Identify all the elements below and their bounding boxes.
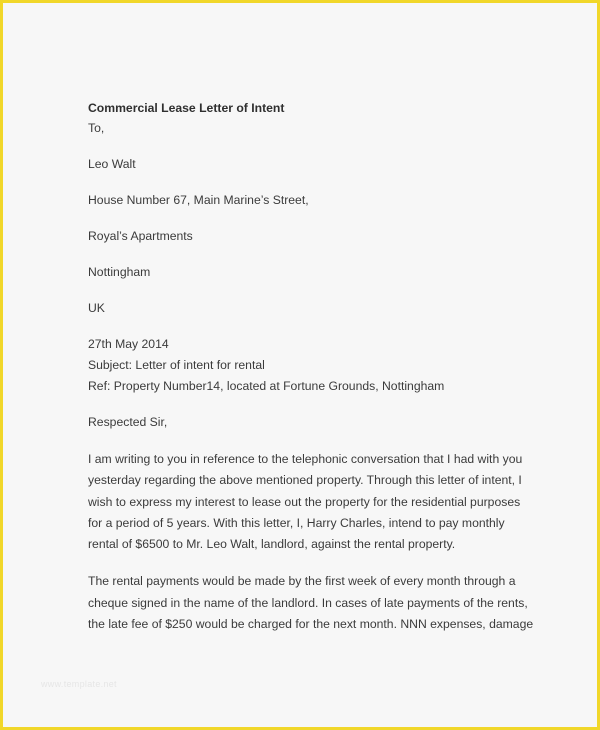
recipient-city: Nottingham: [88, 265, 151, 279]
paragraph-line: the late fee of $250 would be charged for the next month. NNN expenses, damage: [88, 617, 534, 632]
letter-body: [88, 98, 534, 635]
body-paragraph-1: [88, 449, 528, 555]
recipient-address-line1: House Number 67, Main Marine’s Street,: [88, 193, 309, 207]
letter-greeting: Respected Sir,: [88, 415, 168, 429]
paragraph-line: I am writing to you in reference to the telephonic conversation that I had with you: [88, 452, 523, 466]
letter-reference: Ref: Property Number14, located at Fortune Grounds, Nottingham: [88, 379, 445, 393]
letter-title: Commercial Lease Letter of Intent: [88, 101, 285, 115]
salutation-to: To,: [88, 121, 105, 135]
paragraph-line: rental of $6500 to Mr. Leo Walt, landlord, against the rental property.: [88, 537, 456, 552]
letter-date: 27th May 2014: [88, 337, 169, 351]
body-paragraph-2: [88, 571, 534, 635]
paragraph-line: yesterday regarding the above mentioned property. Through this letter of intent, I: [88, 473, 522, 488]
document-page: [3, 3, 597, 727]
recipient-name: Leo Walt: [88, 157, 136, 171]
letter-subject: Subject: Letter of intent for rental: [88, 358, 265, 372]
watermark: www.template.net: [41, 679, 117, 689]
paragraph-line: The rental payments would be made by the first week of every month through a: [88, 574, 516, 589]
paragraph-line: for a period of 5 years. With this letter, I, Harry Charles, intend to pay monthly: [88, 515, 505, 530]
recipient-country: UK: [88, 301, 105, 315]
paragraph-line: cheque signed in the name of the landlord. In cases of late payments of the rents,: [88, 595, 528, 610]
paragraph-line: wish to express my interest to lease out the property for the residential purposes: [88, 494, 521, 509]
recipient-address-line2: Royal’s Apartments: [88, 229, 193, 243]
